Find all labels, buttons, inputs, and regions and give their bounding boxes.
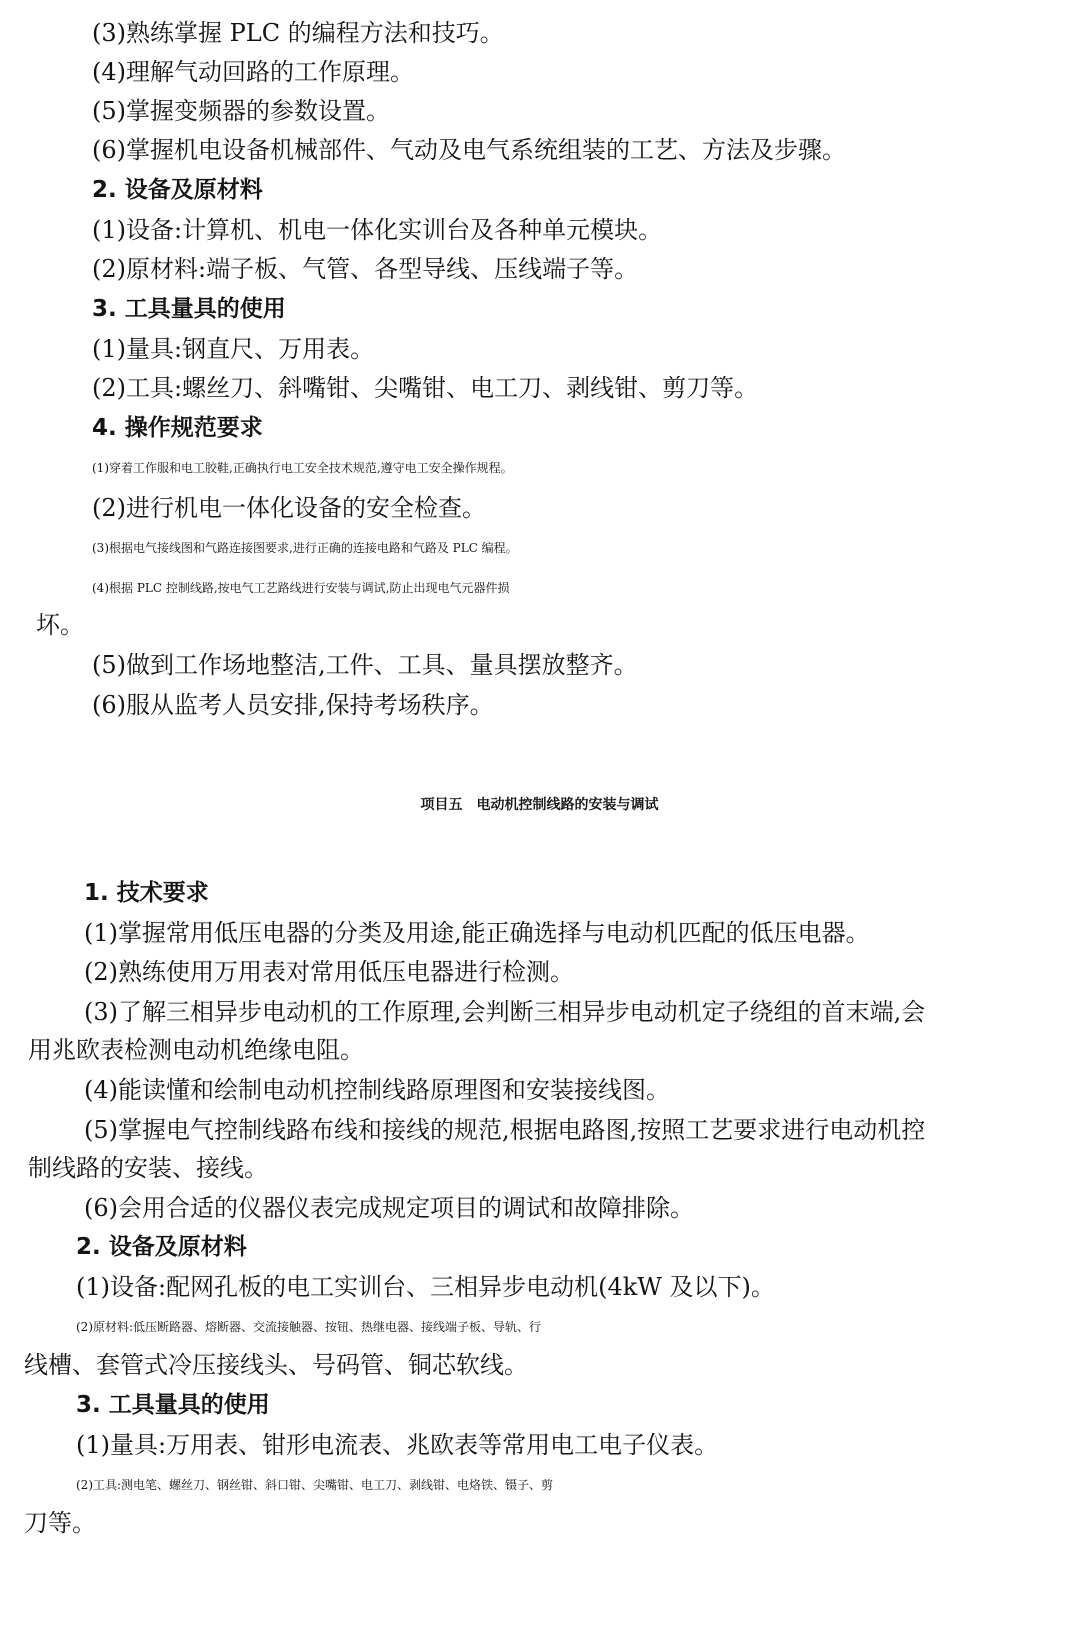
operation-item-1: (1)穿着工作服和电工胶鞋,正确执行电工安全技术规范,遵守电工安全操作规程。 (92, 461, 513, 475)
operation-heading: 4. 操作规范要求 (92, 415, 263, 441)
tools-item-1: (1)量具:钢直尺、万用表。 (92, 335, 375, 363)
objective-item-5: (5)掌握变频器的参数设置。 (92, 97, 390, 125)
equipment-item-1-p5: (1)设备:配网孔板的电工实训台、三相异步电动机(4kW 及以下)。 (76, 1273, 775, 1301)
project-title: 项目五 电动机控制线路的安装与调试 (420, 797, 659, 813)
tools-item-2-p5: (2)工具:测电笔、螺丝刀、钢丝钳、斜口钳、尖嘴钳、电工刀、剥线钳、电烙铁、镊子、剪 (76, 1478, 554, 1492)
operation-item-5: (5)做到工作场地整洁,工件、工具、量具摆放整齐。 (92, 651, 638, 679)
equipment-heading: 2. 设备及原材料 (92, 177, 263, 203)
tools-heading-2: 3. 工具量具的使用 (76, 1392, 270, 1418)
tech-item-3-cont: 用兆欧表检测电动机绝缘电阻。 (28, 1036, 364, 1064)
tech-item-4: (4)能读懂和绘制电动机控制线路原理图和安装接线图。 (84, 1076, 670, 1104)
objective-item-3: (3)熟练掌握 PLC 的编程方法和技巧。 (92, 19, 504, 47)
tools-item-2-p5-cont: 刀等。 (24, 1509, 96, 1537)
objective-item-4: (4)理解气动回路的工作原理。 (92, 58, 414, 86)
operation-item-3: (3)根据电气接线图和气路连接图要求,进行正确的连接电路和气路及 PLC 编程。 (92, 541, 518, 555)
tech-item-1: (1)掌握常用低压电器的分类及用途,能正确选择与电动机匹配的低压电器。 (84, 919, 870, 947)
tech-heading: 1. 技术要求 (84, 880, 209, 906)
tech-item-2: (2)熟练使用万用表对常用低压电器进行检测。 (84, 958, 574, 986)
tools-heading: 3. 工具量具的使用 (92, 296, 286, 322)
tech-item-5: (5)掌握电气控制线路布线和接线的规范,根据电路图,按照工艺要求进行电动机控 (84, 1116, 926, 1144)
equipment-item-2-p5: (2)原材料:低压断路器、熔断器、交流接触器、按钮、热继电器、接线端子板、导轨、行 (76, 1320, 542, 1334)
objective-item-6: (6)掌握机电设备机械部件、气动及电气系统组装的工艺、方法及步骤。 (92, 136, 846, 164)
equipment-item-2-p5-cont: 线槽、套管式冷压接线头、号码管、铜芯软线。 (24, 1351, 528, 1379)
equipment-heading-2: 2. 设备及原材料 (76, 1234, 247, 1260)
operation-item-2: (2)进行机电一体化设备的安全检查。 (92, 494, 486, 522)
tech-item-3: (3)了解三相异步电动机的工作原理,会判断三相异步电动机定子绕组的首末端,会 (84, 998, 926, 1026)
operation-item-4: (4)根据 PLC 控制线路,按电气工艺路线进行安装与调试,防止出现电气元器件损 (92, 581, 510, 595)
equipment-item-2: (2)原材料:端子板、气管、各型导线、压线端子等。 (92, 255, 639, 283)
tech-item-5-cont: 制线路的安装、接线。 (28, 1154, 268, 1182)
tools-item-2: (2)工具:螺丝刀、斜嘴钳、尖嘴钳、电工刀、剥线钳、剪刀等。 (92, 374, 759, 402)
operation-item-4-cont: 坏。 (36, 611, 84, 639)
tech-item-6: (6)会用合适的仪器仪表完成规定项目的调试和故障排除。 (84, 1194, 694, 1222)
tools-item-1-p5: (1)量具:万用表、钳形电流表、兆欧表等常用电工电子仪表。 (76, 1431, 719, 1459)
equipment-item-1: (1)设备:计算机、机电一体化实训台及各种单元模块。 (92, 216, 663, 244)
operation-item-6: (6)服从监考人员安排,保持考场秩序。 (92, 691, 494, 719)
